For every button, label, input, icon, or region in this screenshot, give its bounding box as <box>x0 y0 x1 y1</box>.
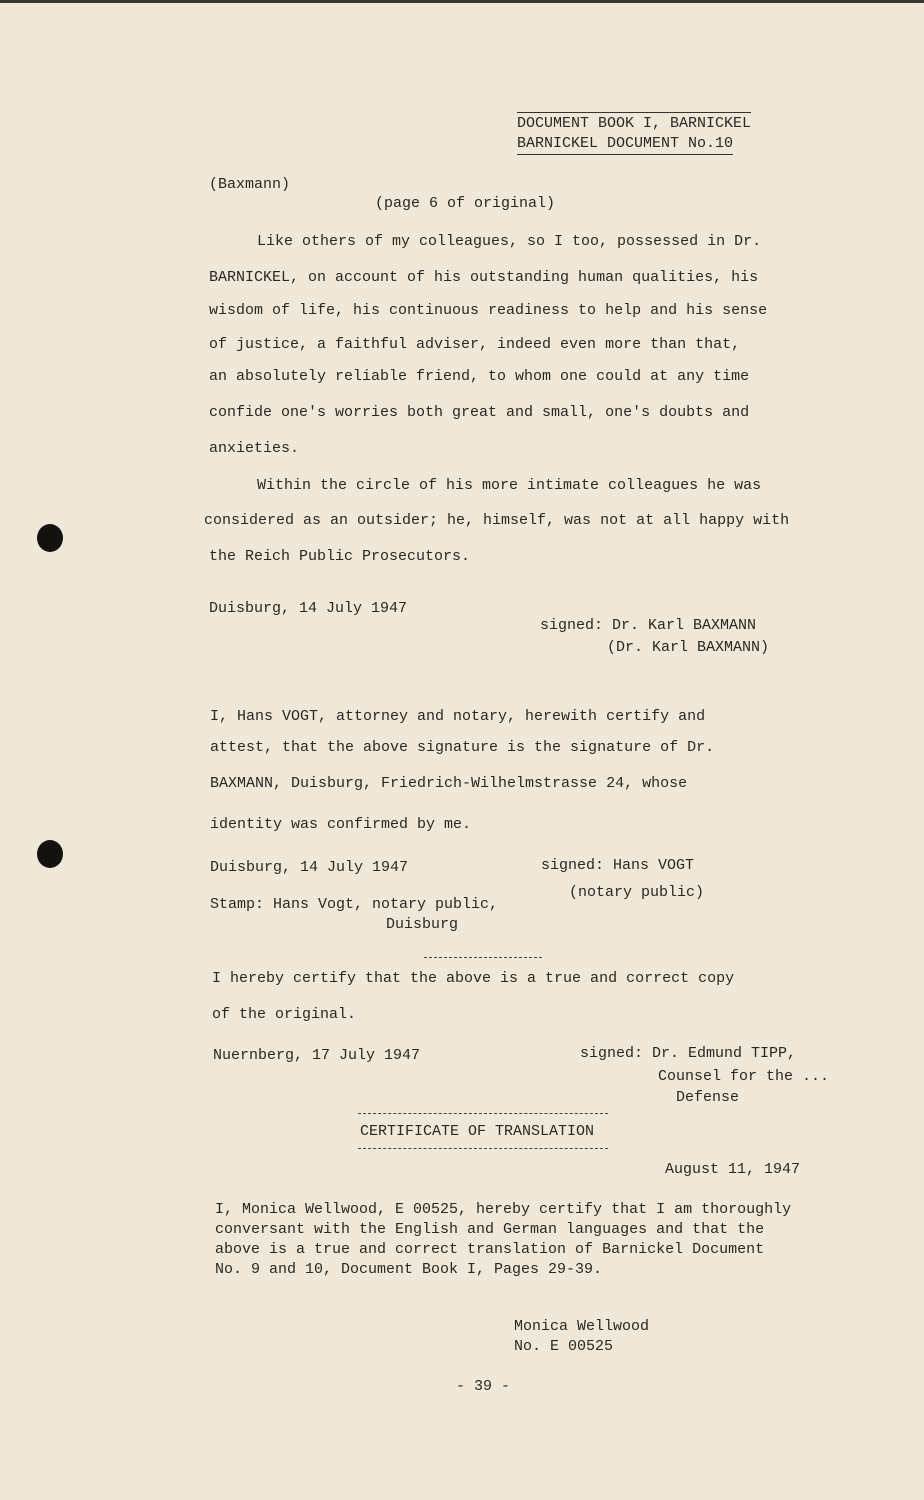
sig1-signed: signed: Dr. Karl BAXMANN <box>540 617 757 634</box>
page-reference: (page 6 of original) <box>375 195 556 212</box>
notary-place-date: Duisburg, 14 July 1947 <box>210 859 409 876</box>
punch-hole <box>37 524 63 552</box>
translator-number: No. E 00525 <box>514 1338 614 1355</box>
translation-line: above is a true and correct translation of Barnickel Document <box>215 1241 765 1258</box>
paragraph2-line: considered as an outsider; he, himself, was not at all happy with <box>204 512 790 529</box>
notary-stamp: Stamp: Hans Vogt, notary public, <box>210 896 499 913</box>
translator-name: Monica Wellwood <box>514 1318 650 1335</box>
sig1-place-date: Duisburg, 14 July 1947 <box>209 600 408 617</box>
copy-cert-line: I hereby certify that the above is a true and correct copy <box>212 970 735 987</box>
paragraph2-line: the Reich Public Prosecutors. <box>209 548 471 565</box>
translation-heading: CERTIFICATE OF TRANSLATION <box>360 1123 595 1140</box>
translation-date: August 11, 1947 <box>665 1161 801 1178</box>
heading-rule-bottom <box>358 1148 608 1149</box>
heading-rule-top <box>358 1113 608 1114</box>
notary-signed: signed: Hans VOGT <box>541 857 695 874</box>
notary-line: I, Hans VOGT, attorney and notary, herewith certify and <box>210 708 706 725</box>
translation-line: No. 9 and 10, Document Book I, Pages 29-39. <box>215 1261 603 1278</box>
notary-line: attest, that the above signature is the signature of Dr. <box>210 739 715 756</box>
copy-cert-place-date: Nuernberg, 17 July 1947 <box>213 1047 421 1064</box>
notary-title: (notary public) <box>569 884 705 901</box>
paragraph1-line: wisdom of life, his continuous readiness to help and his sense <box>209 302 768 319</box>
copy-cert-line: of the original. <box>212 1006 357 1023</box>
sig1-printed-name: (Dr. Karl BAXMANN) <box>607 639 770 656</box>
header-line-2: BARNICKEL DOCUMENT No.10 <box>517 135 733 155</box>
paragraph1-line: confide one's worries both great and small, one's doubts and <box>209 404 750 421</box>
paragraph1-line: Like others of my colleagues, so I too, possessed in Dr. <box>257 233 762 250</box>
scan-top-edge <box>0 0 924 3</box>
paragraph1-line: BARNICKEL, on account of his outstanding human qualities, his <box>209 269 759 286</box>
name-tag: (Baxmann) <box>209 176 291 193</box>
notary-line: identity was confirmed by me. <box>210 816 472 833</box>
translation-line: conversant with the English and German languages and that the <box>215 1221 765 1238</box>
header-line-1: DOCUMENT BOOK I, BARNICKEL <box>517 112 751 133</box>
copy-cert-signed: signed: Dr. Edmund TIPP, <box>580 1045 797 1062</box>
notary-stamp-city: Duisburg <box>386 916 459 933</box>
copy-cert-role: Counsel for the ... <box>658 1068 830 1085</box>
notary-line: BAXMANN, Duisburg, Friedrich-Wilhelmstrasse 24, whose <box>210 775 688 792</box>
paragraph1-line: of justice, a faithful adviser, indeed even more than that, <box>209 336 741 353</box>
paragraph1-line: anxieties. <box>209 440 300 457</box>
punch-hole <box>37 840 63 868</box>
section-divider <box>424 957 542 958</box>
translation-line: I, Monica Wellwood, E 00525, hereby certify that I am thoroughly <box>215 1201 792 1218</box>
paragraph1-line: an absolutely reliable friend, to whom one could at any time <box>209 368 750 385</box>
page-number: - 39 - <box>456 1378 511 1395</box>
copy-cert-role: Defense <box>676 1089 740 1106</box>
paragraph2-line: Within the circle of his more intimate colleagues he was <box>257 477 762 494</box>
